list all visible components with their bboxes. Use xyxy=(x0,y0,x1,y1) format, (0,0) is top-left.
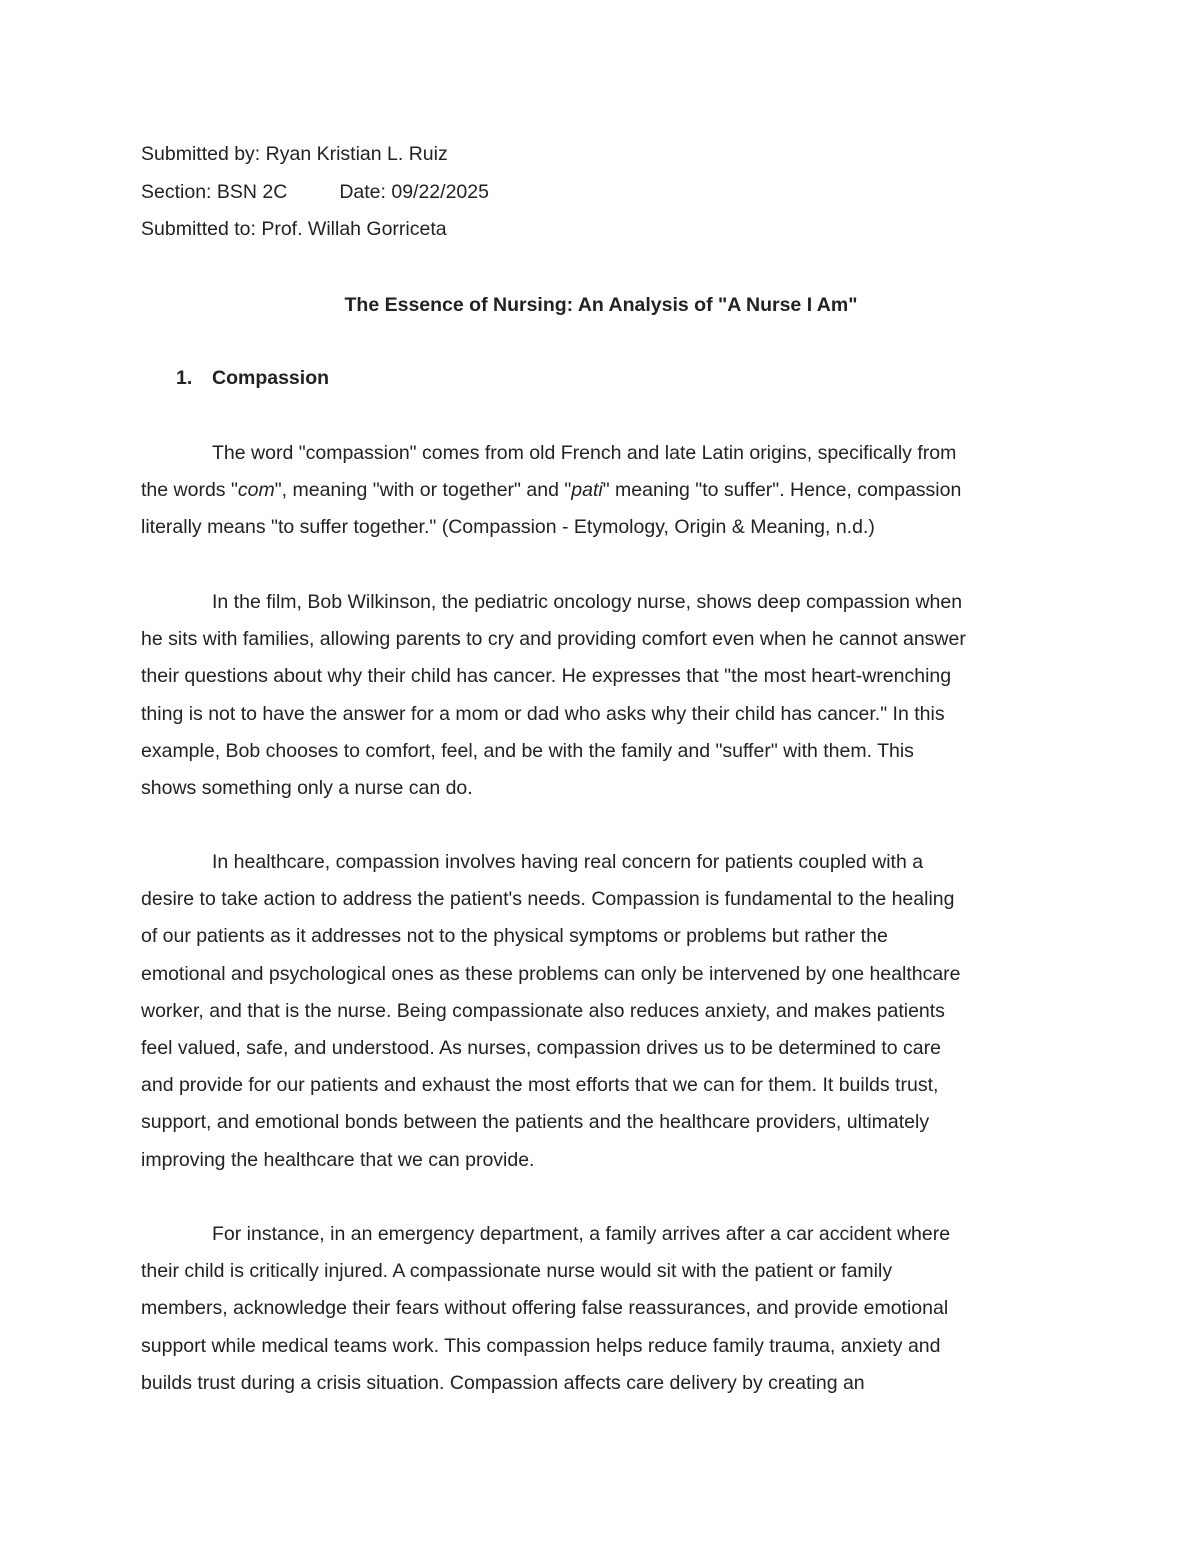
submitted-to-line: Submitted to: Prof. Willah Gorriceta xyxy=(141,218,447,240)
paragraph-line: support while medical teams work. This compassion helps reduce family trauma, anxiety and xyxy=(141,1334,941,1357)
paragraph-line: shows something only a nurse can do. xyxy=(141,776,473,799)
submitted-by-line: Submitted by: Ryan Kristian L. Ruiz xyxy=(141,143,448,165)
text-run: the words " xyxy=(141,479,238,502)
paragraph-line: members, acknowledge their fears without offering false reassurances, and provide emotional xyxy=(141,1297,949,1320)
paragraph-line: emotional and psychological ones as these problems can only be intervened by one healthcare xyxy=(141,962,961,985)
document-title: The Essence of Nursing: An Analysis of "A Nurse I Am" xyxy=(344,294,858,316)
paragraph-line: In the film, Bob Wilkinson, the pediatric oncology nurse, shows deep compassion when xyxy=(212,591,963,613)
date-text: Date: 09/22/2025 xyxy=(339,180,489,203)
paragraph-line: literally means "to suffer together." (Compassion - Etymology, Origin & Meaning, n.d.) xyxy=(141,516,875,539)
paragraph-line: of our patients as it addresses not to the physical symptoms or problems but rather the xyxy=(141,925,888,948)
italic-term-pati: pati xyxy=(571,479,603,502)
paragraph-line: example, Bob chooses to comfort, feel, and be with the family and "suffer" with them. This xyxy=(141,739,914,762)
paragraph-line: The word "compassion" comes from old French and late Latin origins, specifically from xyxy=(212,442,957,464)
section-heading-compassion xyxy=(176,365,329,391)
paragraph-film-example xyxy=(141,589,1061,812)
paragraph-line: improving the healthcare that we can provide. xyxy=(141,1148,535,1171)
text-run: " meaning "to suffer". Hence, compassion xyxy=(602,479,962,502)
submission-header xyxy=(141,141,1061,254)
paragraph-line: worker, and that is the nurse. Being compassionate also reduces anxiety, and makes patients xyxy=(141,999,945,1022)
section-date-line xyxy=(141,179,1061,217)
paragraph-line: their questions about why their child has cancer. He expresses that "the most heart-wrenching xyxy=(141,665,952,688)
italic-term-com: com xyxy=(237,479,275,502)
paragraph-line: builds trust during a crisis situation. Compassion affects care delivery by creating an xyxy=(141,1371,865,1394)
section-text: Section: BSN 2C xyxy=(141,180,288,203)
section-number: 1. xyxy=(176,367,193,389)
paragraph-line: For instance, in an emergency department, a family arrives after a car accident where xyxy=(212,1223,951,1245)
paragraph-line: desire to take action to address the patient's needs. Compassion is fundamental to the healing xyxy=(141,888,955,911)
paragraph-line: In healthcare, compassion involves having real concern for patients coupled with a xyxy=(212,851,924,873)
paragraph-line: and provide for our patients and exhaust the most efforts that we can for them. It builds trust, xyxy=(141,1074,939,1097)
paragraph-etymology xyxy=(141,440,1061,552)
paragraph-line: he sits with families, allowing parents to cry and providing comfort even when he cannot answer xyxy=(141,628,966,651)
paragraph-line xyxy=(141,477,1061,514)
text-run: ", meaning "with or together" and " xyxy=(274,479,572,502)
section-label: Compassion xyxy=(212,367,330,389)
paragraph-emergency-example xyxy=(141,1221,1061,1407)
paragraph-line: support, and emotional bonds between the patients and the healthcare providers, ultimately xyxy=(141,1111,930,1134)
paragraph-line: their child is critically injured. A compassionate nurse would sit with the patient or family xyxy=(141,1260,893,1283)
paragraph-line: feel valued, safe, and understood. As nurses, compassion drives us to be determined to care xyxy=(141,1036,941,1059)
paragraph-healthcare xyxy=(141,849,1061,1184)
paragraph-line: thing is not to have the answer for a mom or dad who asks why their child has cancer." In this xyxy=(141,702,945,725)
